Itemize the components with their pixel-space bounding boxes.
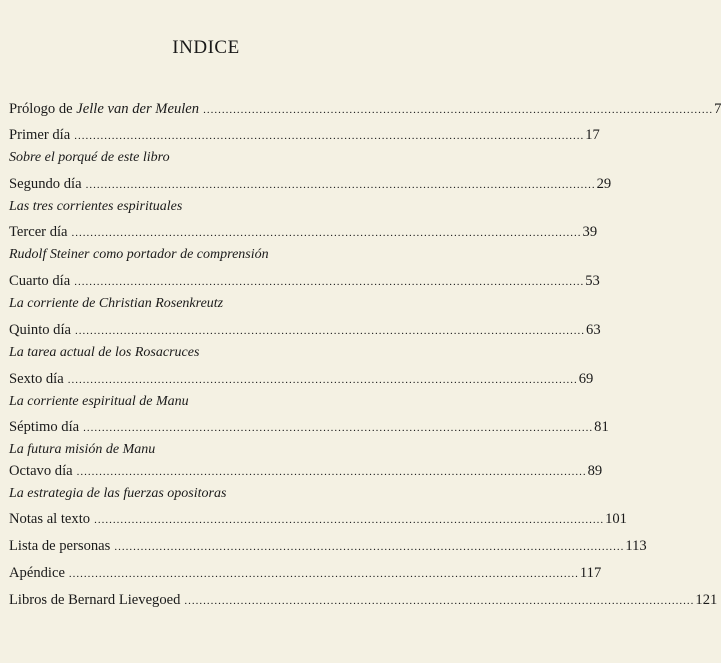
dot-leader: ........................................................................................................................................ bbox=[68, 568, 579, 580]
toc-entry-subtitle: La corriente espiritual de Manu bbox=[9, 394, 189, 409]
toc-page-number: 63 bbox=[586, 322, 601, 338]
toc-entry-title: Apéndice bbox=[9, 565, 65, 581]
toc-entry-title: Lista de personas bbox=[9, 538, 111, 554]
toc-entry-day-4 bbox=[9, 272, 600, 313]
toc-entry-title: Tercer día bbox=[9, 224, 68, 240]
page-title: INDICE bbox=[172, 37, 240, 58]
dot-leader: ........................................................................................................................................ bbox=[74, 276, 585, 288]
toc-entry-subtitle: Rudolf Steiner como portador de comprensión bbox=[9, 247, 269, 262]
toc-entry-notes bbox=[9, 510, 627, 529]
toc-page-number: 17 bbox=[585, 127, 600, 143]
toc-entry-day-6 bbox=[9, 370, 594, 411]
toc-page-number: 69 bbox=[578, 371, 594, 387]
dot-leader: ........................................................................................................................................ bbox=[94, 514, 605, 526]
dot-leader: ........................................................................................................................................ bbox=[184, 595, 695, 607]
toc-entry-day-7 bbox=[9, 418, 609, 459]
toc-entry-title: Prólogo de Jelle van der Meulen bbox=[9, 101, 200, 117]
toc-entry-subtitle: La tarea actual de los Rosacruces bbox=[9, 345, 200, 360]
toc-entry-appendix bbox=[9, 564, 602, 583]
toc-page-number: 81 bbox=[594, 419, 609, 435]
toc-page-number: 53 bbox=[585, 273, 600, 289]
toc-entry-title: Notas al texto bbox=[9, 511, 91, 527]
toc-page-number: 117 bbox=[579, 565, 602, 581]
toc-entry-title: Primer día bbox=[9, 127, 71, 143]
toc-entry-books bbox=[9, 591, 718, 610]
dot-leader: ........................................................................................................................................ bbox=[114, 541, 625, 553]
dot-leader: ........................................................................................................................................ bbox=[76, 466, 587, 478]
dot-leader: ........................................................................................................................................ bbox=[67, 374, 578, 386]
toc-entry-title: Libros de Bernard Lievegoed bbox=[9, 592, 181, 608]
toc-entry-title: Octavo día bbox=[9, 463, 73, 479]
toc-entry-day-3 bbox=[9, 223, 598, 264]
dot-leader: ........................................................................................................................................ bbox=[75, 325, 586, 337]
toc-page-number: 113 bbox=[625, 538, 647, 554]
toc-entry-title: Sexto día bbox=[9, 371, 64, 387]
dot-leader: ........................................................................................................................................ bbox=[71, 227, 582, 239]
toc-entry-title: Séptimo día bbox=[9, 419, 80, 435]
dot-leader: ........................................................................................................................................ bbox=[74, 130, 585, 142]
toc-entry-title: Cuarto día bbox=[9, 273, 71, 289]
toc-entry-day-8 bbox=[9, 462, 603, 503]
toc-page-number: 101 bbox=[605, 511, 627, 527]
toc-entry-day-5 bbox=[9, 321, 601, 362]
toc-entry-prologue bbox=[9, 100, 721, 119]
toc-entry-title: Segundo día bbox=[9, 176, 82, 192]
toc-entry-title: Quinto día bbox=[9, 322, 72, 338]
toc-page-number: 39 bbox=[582, 224, 598, 240]
dot-leader: ........................................................................................................................................ bbox=[203, 104, 714, 116]
toc-entry-subtitle: La futura misión de Manu bbox=[9, 442, 156, 457]
toc-entry-day-1 bbox=[9, 126, 600, 167]
toc-entry-day-2 bbox=[9, 175, 612, 216]
toc-page-number: 121 bbox=[695, 592, 718, 608]
toc-page-number: 7 bbox=[714, 101, 721, 117]
toc-entry-subtitle: La corriente de Christian Rosenkreutz bbox=[9, 296, 224, 311]
toc-entry-subtitle: Sobre el porqué de este libro bbox=[9, 150, 170, 165]
dot-leader: ........................................................................................................................................ bbox=[83, 422, 594, 434]
toc-entry-persons bbox=[9, 537, 647, 556]
toc-page-number: 29 bbox=[596, 176, 612, 192]
toc-page-number: 89 bbox=[587, 463, 603, 479]
dot-leader: ........................................................................................................................................ bbox=[85, 179, 596, 191]
toc-entry-subtitle: La estrategia de las fuerzas opositoras bbox=[9, 486, 227, 501]
toc-entry-subtitle: Las tres corrientes espirituales bbox=[9, 199, 183, 214]
